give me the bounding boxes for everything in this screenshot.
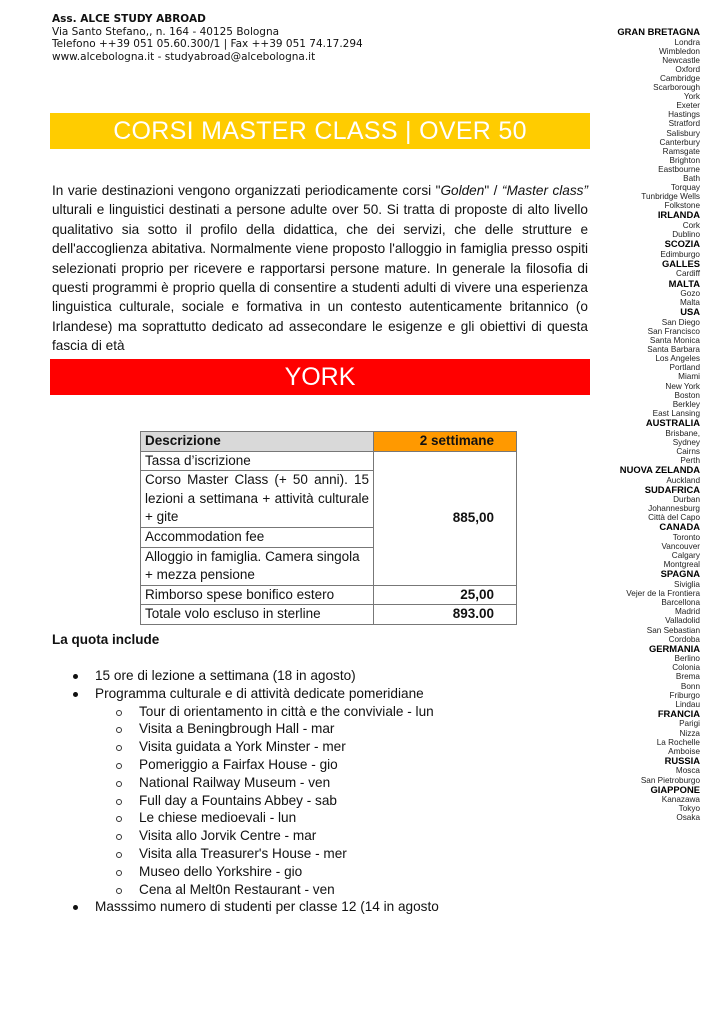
total-value: 893.00	[374, 605, 517, 625]
list-item-text: 15 ore di lezione a settimana (18 in agosto)	[95, 668, 356, 683]
country-heading: SCOZIA	[664, 238, 700, 250]
city-item: Stratford	[668, 119, 700, 129]
header-description: Descrizione	[141, 432, 374, 452]
list-item-text: National Railway Museum - ven	[139, 774, 331, 790]
city-item: Santa Barbara	[647, 345, 700, 355]
list-item	[0, 667, 439, 685]
circle-bullet-icon	[116, 799, 122, 805]
list-item	[0, 756, 439, 774]
circle-bullet-icon	[116, 852, 122, 858]
list-item	[0, 845, 439, 863]
country-heading: RUSSIA	[664, 754, 700, 766]
circle-bullet-icon	[116, 834, 122, 840]
city-item: Ramsgate	[662, 146, 700, 156]
city-item: Osaka	[676, 813, 700, 823]
city-item: Vejer de la Frontiera	[626, 589, 700, 599]
city-item: Barcellona	[661, 598, 700, 608]
city-item: Malta	[679, 298, 700, 308]
country-heading: GRAN BRETAGNA	[617, 26, 700, 37]
circle-bullet-icon	[116, 710, 122, 716]
country-heading: SUDAFRICA	[644, 483, 700, 495]
city-item: Calgary	[671, 551, 700, 561]
row-desc: Alloggio in famiglia. Camera singola + mezza pensione	[141, 547, 374, 585]
city-item: Cork	[682, 220, 700, 230]
city-item: Londra	[674, 37, 700, 47]
row-desc: Rimborso spese bonifico estero	[141, 585, 374, 605]
header-duration: 2 settimane	[374, 432, 517, 452]
org-address: Via Santo Stefano,, n. 164 - 40125 Bologna	[52, 25, 280, 38]
list-item-text: Visita alla Treasurer's House - mer	[139, 845, 347, 861]
city-item: Sydney	[672, 437, 700, 447]
list-item	[0, 809, 439, 827]
org-web: www.alcebologna.it - studyabroad@alcebologna.it	[52, 50, 316, 63]
city-item: La Rochelle	[656, 737, 700, 747]
list-item	[0, 774, 439, 792]
city-item: Città del Capo	[648, 513, 700, 523]
intro-text-2: " /	[484, 183, 502, 198]
city-item: Auckland	[666, 475, 700, 485]
city-item: San Diego	[661, 317, 700, 327]
city-item: Oxford	[675, 64, 700, 74]
list-item	[0, 881, 439, 899]
intro-text-3: ulturali e linguistici destinati a persone adulte over 50. Si tratta di proposte di alto livello qualitativo sia sotto il profilo della didattica, che dei servizi, che delle strutture e dell'accoglienza abitativa. Normalmente viene proposto l'alloggio in famiglia presso ospiti selezionati proprio per ricevere e rapportarsi persone mature. In generale la filosofia di questi programmi è proprio quella di consentire a studenti adulti di vivere una esperienza linguistica culturale, sociale e formativa in un contesto autenticamente britannico (o Irlandese) ma soprattutto dedicato ad assecondare le esigenze e gli obiettivi di questa fascia di età	[52, 202, 588, 354]
city-item: Cordoba	[668, 634, 700, 644]
intro-master: “Master class”	[501, 183, 588, 198]
list-item-text: Pomeriggio a Fairfax House - gio	[139, 756, 338, 772]
city-item: Newcastle	[662, 55, 700, 65]
city-item: Scarborough	[653, 83, 700, 93]
city-item: Portland	[669, 363, 700, 373]
city-item: York	[683, 92, 700, 102]
city-item: Wimbledon	[659, 46, 700, 56]
intro-golden: Golden	[440, 183, 485, 198]
circle-bullet-icon	[116, 763, 122, 769]
list-item-text: Masssimo numero di studenti per classe 12 (14 in agosto	[95, 899, 439, 915]
list-item-text: Le chiese medioevali - lun	[139, 810, 297, 826]
list-item	[0, 738, 439, 756]
city-item: East Lansing	[652, 408, 700, 418]
row-desc: Corso Master Class (+ 50 anni). 15 lezioni a settimana + attività culturale + gite	[141, 471, 374, 528]
city-item: Perth	[680, 455, 700, 465]
list-item	[0, 720, 439, 738]
city-item: Amboise	[668, 746, 700, 756]
page-title: CORSI MASTER CLASS | OVER 50	[50, 113, 590, 149]
circle-bullet-icon	[116, 870, 122, 876]
country-heading: GERMANIA	[648, 642, 700, 654]
country-heading: GIAPPONE	[650, 783, 700, 795]
circle-bullet-icon	[116, 727, 122, 733]
list-item-text: Visita guidata a York Minster - mer	[139, 739, 346, 755]
city-item: Madrid	[674, 607, 700, 617]
city-item: Parigi	[679, 719, 700, 729]
city-item: Eastbourne	[658, 164, 700, 174]
bullet-icon	[73, 674, 78, 679]
country-heading: FRANCIA	[657, 707, 700, 719]
city-item: Cambridge	[659, 73, 700, 83]
destinations-sidebar	[617, 27, 700, 822]
city-item: Bath	[683, 174, 700, 183]
city-item: Berkley	[672, 399, 700, 409]
city-item: San Francisco	[647, 327, 700, 336]
circle-bullet-icon	[116, 745, 122, 751]
country-heading: SPAGNA	[660, 568, 700, 580]
city-item: Nizza	[679, 728, 700, 738]
city-item: Brema	[675, 672, 700, 682]
list-item-text: Visita a Beningbrough Hall - mar	[139, 721, 335, 737]
country-heading: NUOVA ZELANDA	[619, 463, 700, 475]
city-item: Montgreal	[663, 560, 700, 570]
country-heading: MALTA	[668, 277, 700, 289]
city-item: Tunbridge Wells	[641, 192, 700, 202]
city-item: Brighton	[669, 155, 700, 165]
country-heading: USA	[680, 306, 700, 318]
list-item-text: Tour di orientamento in città e the conviviale - lun	[139, 703, 434, 719]
city-item: Durban	[673, 495, 700, 505]
city-item: Friburgo	[669, 690, 700, 700]
list-item	[0, 827, 439, 845]
city-item: Mosca	[675, 766, 700, 776]
city-item: Folkstone	[664, 201, 700, 211]
circle-bullet-icon	[116, 816, 122, 822]
city-item: Salisbury	[666, 128, 700, 138]
circle-bullet-icon	[116, 781, 122, 787]
group-value: 885,00	[374, 451, 517, 585]
city-item: Los Angeles	[655, 354, 700, 364]
list-item-text: Visita allo Jorvik Centre - mar	[139, 828, 317, 844]
city-item: Santa Monica	[649, 336, 700, 346]
city-item: Vancouver	[661, 542, 700, 552]
table-row	[141, 585, 517, 605]
country-heading: CANADA	[659, 521, 700, 533]
city-heading: YORK	[50, 359, 590, 395]
row-value: 25,00	[374, 585, 517, 605]
letterhead	[52, 13, 363, 63]
city-item: Exeter	[676, 101, 700, 111]
intro-text-1: In varie destinazioni vengono organizzati periodicamente corsi "	[52, 183, 441, 198]
org-name: Ass. ALCE STUDY ABROAD	[52, 13, 206, 25]
row-desc: Accommodation fee	[141, 527, 374, 547]
list-item-text: Museo dello Yorkshire - gio	[139, 863, 303, 879]
city-item: San Pietroburgo	[640, 775, 700, 785]
row-desc: Tassa d’iscrizione	[141, 451, 374, 471]
includes-heading: La quota include	[52, 632, 160, 647]
list-item	[0, 792, 439, 810]
city-item: Cardiff	[676, 269, 700, 279]
city-item: Dublino	[672, 230, 700, 240]
city-item: Colonia	[672, 663, 700, 673]
city-item: Brisbane,	[665, 428, 700, 438]
city-item: Boston	[674, 390, 700, 400]
price-table	[140, 431, 517, 625]
city-item: Berlino	[674, 654, 700, 664]
table-header-row	[141, 432, 517, 452]
city-item: Johannesburg	[648, 504, 700, 514]
bullet-icon	[73, 692, 78, 697]
includes-list	[0, 667, 439, 916]
list-item	[0, 898, 439, 916]
intro-paragraph	[52, 181, 588, 356]
list-item	[0, 863, 439, 881]
circle-bullet-icon	[116, 888, 122, 894]
table-row-total	[141, 605, 517, 625]
city-item: Kanazawa	[661, 795, 700, 805]
country-heading: AUSTRALIA	[645, 416, 700, 428]
city-item: Canterbury	[659, 137, 700, 147]
country-heading: IRLANDA	[657, 209, 700, 221]
list-item-text: Full day a Fountains Abbey - sab	[139, 792, 337, 808]
city-item: Bonn	[680, 681, 700, 691]
list-item	[0, 703, 439, 721]
city-item: Cairns	[676, 446, 700, 456]
table-row	[141, 451, 517, 471]
bullet-icon	[73, 905, 78, 910]
city-item: Siviglia	[674, 580, 700, 590]
list-item-text: Programma culturale e di attività dedicate pomeridiane	[95, 685, 424, 701]
list-item-text: Cena al Melt0n Restaurant - ven	[139, 881, 335, 897]
city-item: Miami	[678, 372, 700, 382]
country-heading: GALLES	[661, 257, 700, 269]
city-item: Gozo	[680, 289, 700, 299]
city-item: Hastings	[668, 110, 700, 120]
city-item: Edimburgo	[660, 249, 700, 259]
city-item: San Sebastian	[646, 625, 700, 635]
city-item: Lindau	[675, 699, 700, 709]
city-item: Toronto	[672, 533, 700, 543]
city-item: Valladolid	[665, 616, 700, 626]
org-phone: Telefono ++39 051 05.60.300/1 | Fax ++39 051 74.17.294	[52, 38, 363, 50]
city-item: Tokyo	[678, 804, 700, 814]
row-desc: Totale volo escluso in sterline	[141, 605, 374, 625]
city-item: Torquay	[670, 183, 700, 193]
city-item: New York	[665, 381, 700, 391]
list-item	[0, 685, 439, 703]
